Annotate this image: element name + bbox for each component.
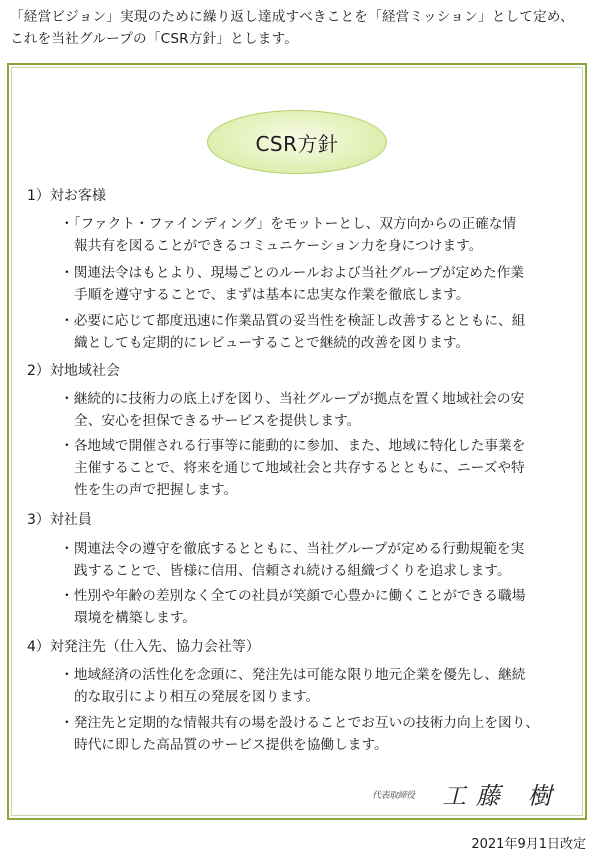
item-line: 手順を遵守することで、まずは基本に忠実な作業を徹底します。 xyxy=(74,287,470,303)
list-item xyxy=(60,310,580,354)
list-item xyxy=(60,538,580,582)
item-line: 性を生の声で把握します。 xyxy=(74,482,238,498)
section-heading-community: 2）対地域社会 xyxy=(27,363,120,379)
item-line: ・地域経済の活性化を念頭に、発注先は可能な限り地元企業を優先し、継続 xyxy=(60,667,526,683)
section-heading-employees: 3）対社員 xyxy=(27,512,92,528)
section-heading-customers: 1）対お客様 xyxy=(27,188,106,204)
item-line: ・関連法令はもとより、現場ごとのルールおよび当社グループが定めた作業 xyxy=(60,265,525,281)
item-line: 時代に即した高品質のサービス提供を協働します。 xyxy=(74,737,388,753)
policy-title-badge xyxy=(207,110,387,174)
item-line: 報共有を図ることができるコミュニケーション力を身につけます。 xyxy=(74,238,483,254)
signature-title: 代表取締役 xyxy=(372,791,415,801)
item-line: ・継続的に技術力の底上げを図り、当社グループが拠点を置く地域社会の安 xyxy=(60,391,525,407)
item-line: ・発注先と定期的な情報共有の場を設けることでお互いの技術力向上を図り、 xyxy=(60,715,540,731)
list-item xyxy=(60,388,580,432)
item-line: 主催することで、将来を通じて地域社会と共存するとともに、ニーズや特 xyxy=(74,460,525,476)
list-item xyxy=(60,213,580,257)
list-item xyxy=(60,712,580,756)
intro-text xyxy=(10,6,592,50)
item-line: ・性別や年齢の差別なく全ての社員が笑顔で心豊かに働くことができる職場 xyxy=(60,588,526,604)
item-line: 的な取引により相互の発展を図ります。 xyxy=(74,689,320,705)
list-item xyxy=(60,435,580,501)
intro-line-1: 「経営ビジョン」実現のために繰り返し達成すべきことを「経営ミッション」として定め、 xyxy=(10,9,574,25)
list-item xyxy=(60,664,580,708)
item-line: ・「ファクト・ファインディング」をモットーとし、双方向からの正確な情 xyxy=(60,216,517,232)
list-item xyxy=(60,262,580,306)
item-line: ・関連法令の遵守を徹底するとともに、当社グループが定める行動規範を実 xyxy=(60,541,525,557)
list-item xyxy=(60,585,580,629)
item-line: ・各地域で開催される行事等に能動的に参加、また、地域に特化した事業を xyxy=(60,438,526,454)
section-heading-suppliers: 4）対発注先（仕入先、協力会社等） xyxy=(27,639,260,655)
policy-title: CSR方針 xyxy=(255,131,339,156)
item-line: 全、安心を担保できるサービスを提供します。 xyxy=(74,413,361,429)
intro-line-2: これを当社グループの「CSR方針」とします。 xyxy=(10,31,299,47)
item-line: 践することで、皆様に信用、信頼され続ける組織づくりを追求します。 xyxy=(74,563,511,579)
item-line: 織としても定期的にレビューすることで継続的改善を図ります。 xyxy=(74,335,470,351)
item-line: 環境を構築します。 xyxy=(74,610,197,626)
signature-name: 工藤 樹 xyxy=(442,782,562,810)
signature xyxy=(372,776,562,810)
item-line: ・必要に応じて都度迅速に作業品質の妥当性を検証し改善するとともに、組 xyxy=(60,313,526,329)
revision-date: 2021年9月1日改定 xyxy=(471,837,586,852)
